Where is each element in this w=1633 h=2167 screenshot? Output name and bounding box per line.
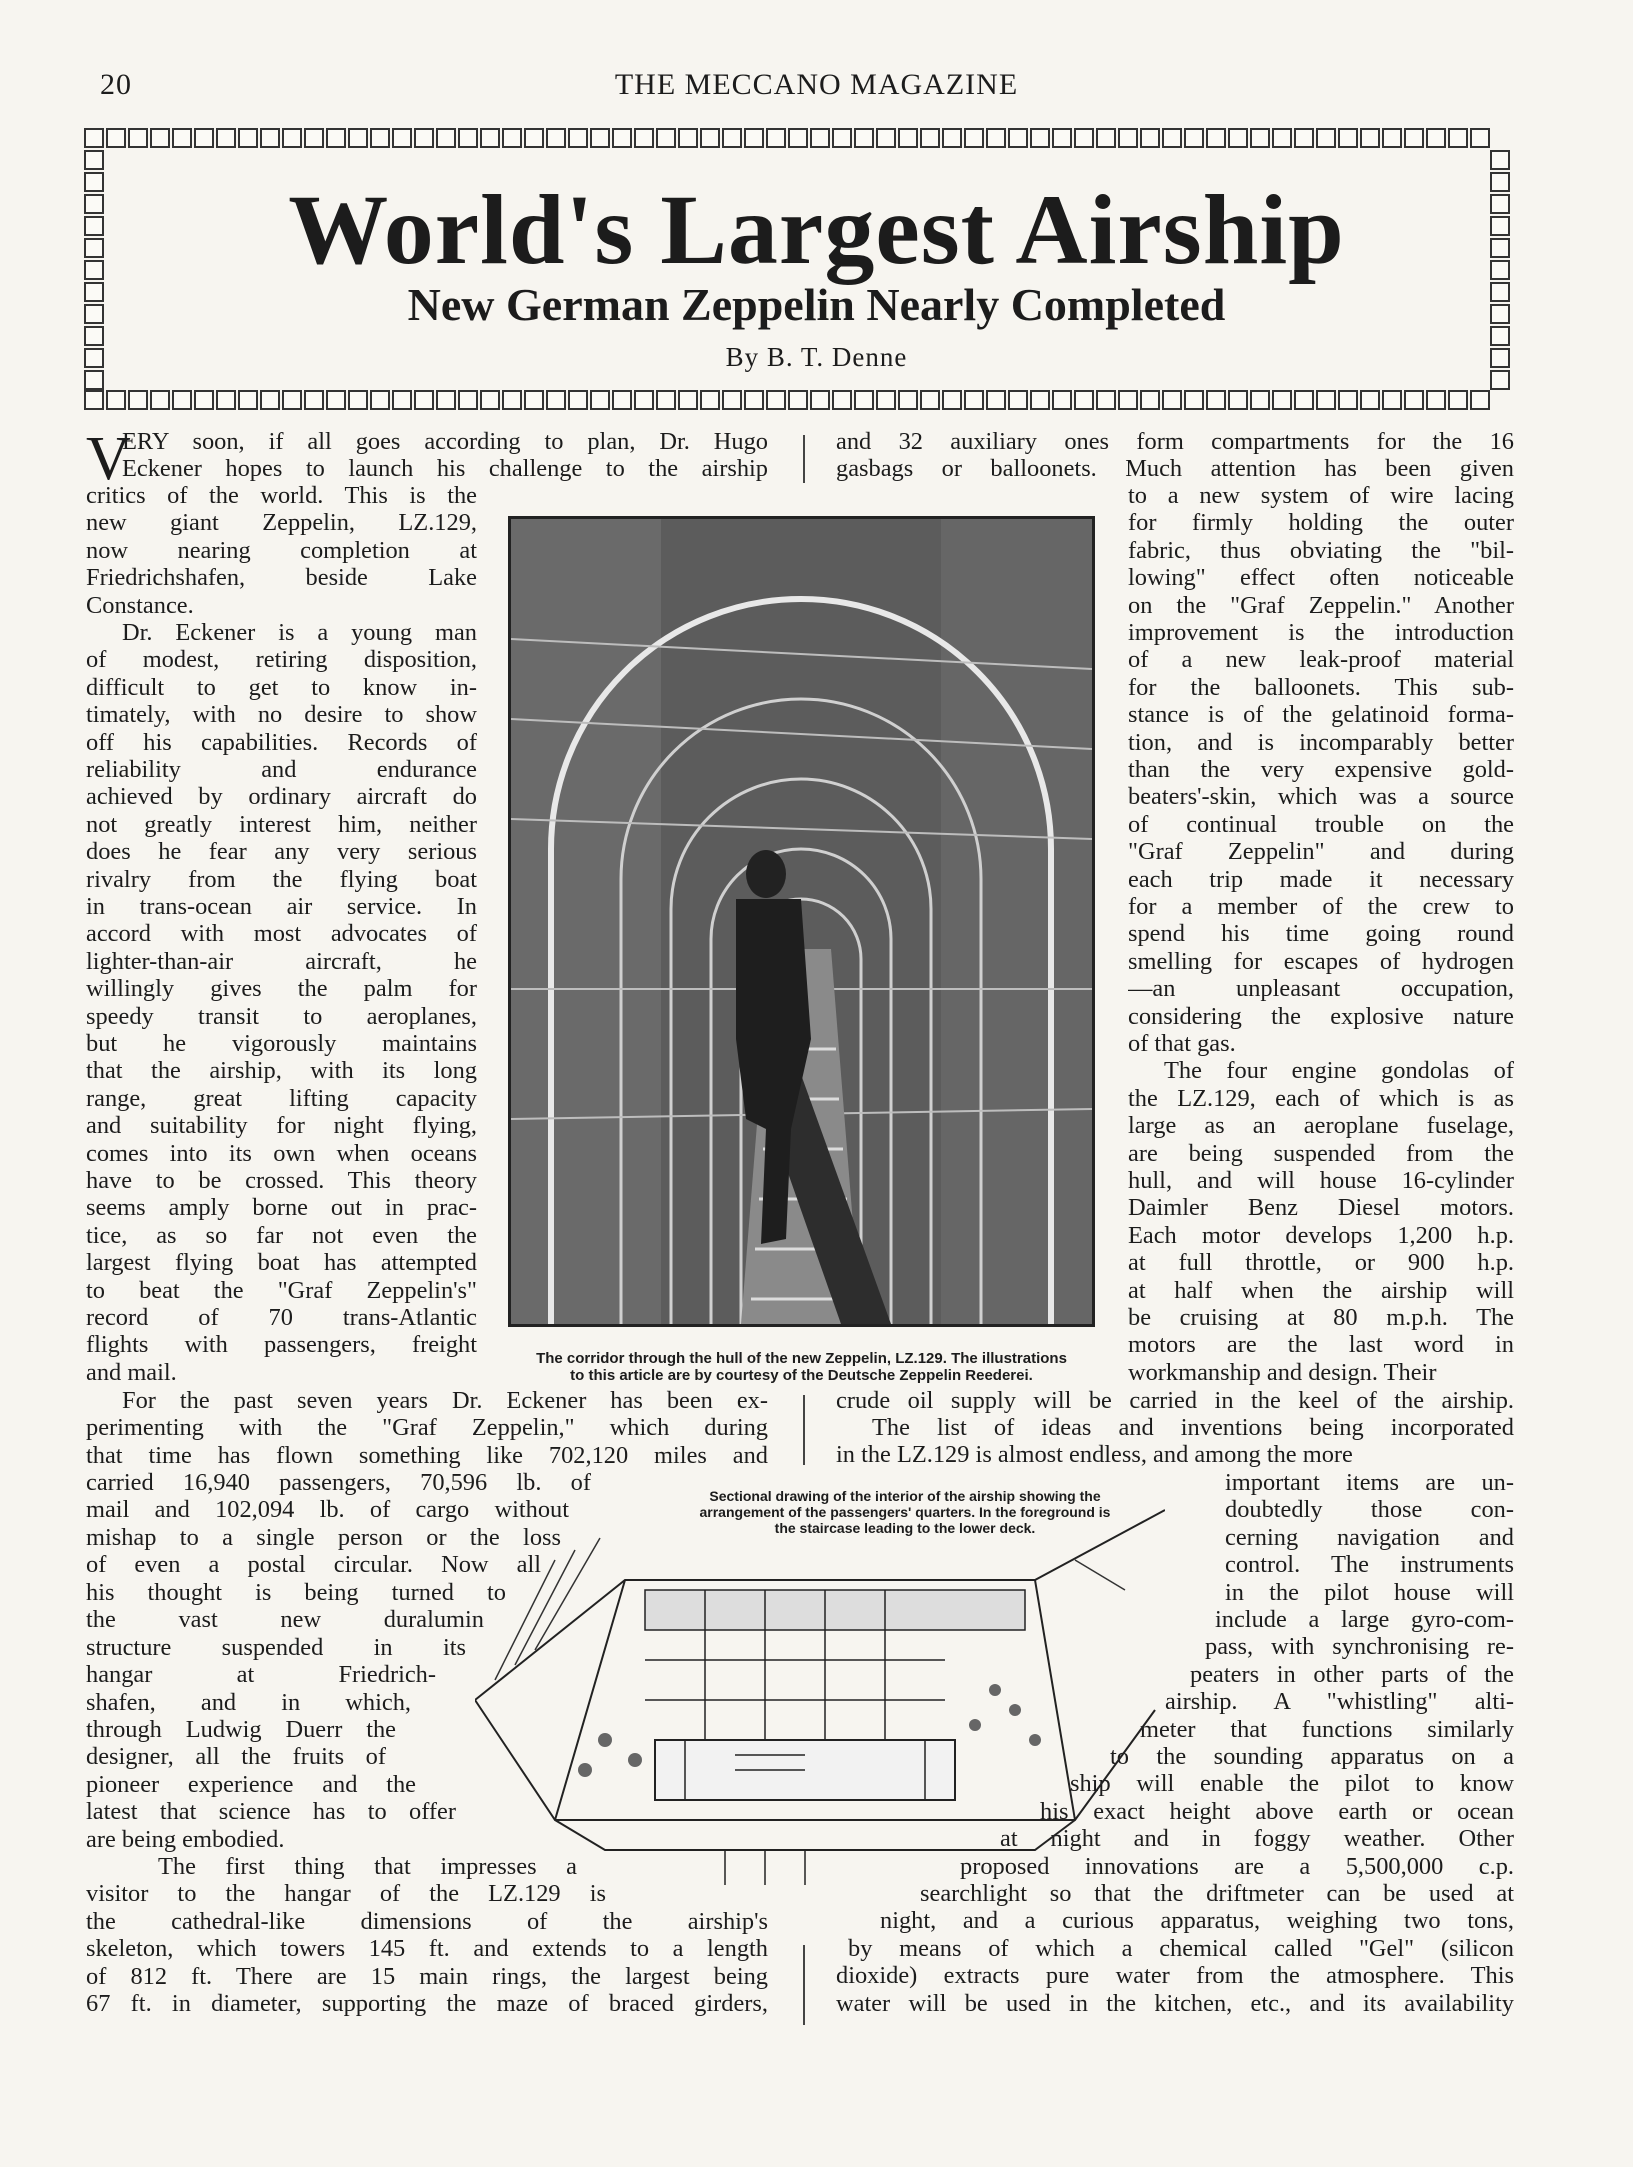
- text-line: and 32 auxiliary ones form compartments for the 16: [836, 428, 1514, 455]
- border-square: [106, 128, 126, 148]
- border-square: [942, 128, 962, 148]
- border-square: [348, 390, 368, 410]
- text-line: tion, and is incomparably better: [1128, 728, 1514, 756]
- border-square: [238, 128, 258, 148]
- border-square: [1294, 390, 1314, 410]
- text-line: Friedrichshafen, beside Lake: [86, 564, 477, 592]
- text-line: at full throttle, or 900 h.p.: [1128, 1249, 1514, 1277]
- text-line: cerning navigation and: [1225, 1523, 1514, 1551]
- border-square: [1272, 390, 1292, 410]
- border-square: [1118, 390, 1138, 410]
- text-line: The first thing that impresses a: [158, 1853, 577, 1880]
- text-line: structure suspended in its: [86, 1633, 466, 1661]
- text-line: that time has flown something like 702,120 miles and: [86, 1441, 768, 1469]
- border-square: [546, 390, 566, 410]
- text-line: reliability and endurance: [86, 756, 477, 783]
- text-line: by means of which a chemical called "Gel" (silicon: [848, 1934, 1514, 1962]
- border-square: [722, 128, 742, 148]
- border-square: [964, 128, 984, 148]
- text-line: hangar at Friedrich-: [86, 1661, 436, 1689]
- drop-cap: V: [86, 425, 131, 493]
- text-line: are being embodied.: [86, 1825, 285, 1853]
- text-line: dioxide) extracts pure water from the atmosphere. This: [836, 1962, 1514, 1990]
- text-line: and mail.: [86, 1358, 177, 1386]
- border-square: [1490, 150, 1510, 170]
- border-square: [788, 128, 808, 148]
- photo-caption-line: The corridor through the hull of the new Zeppelin, LZ.129. The illustrations: [536, 1350, 1067, 1367]
- byline: By B. T. Denne: [725, 342, 908, 372]
- text-line: to the sounding apparatus on a: [1110, 1743, 1514, 1770]
- drawing-caption-line: the staircase leading to the lower deck.: [774, 1520, 1036, 1536]
- subheadline: New German Zeppelin Nearly Completed: [407, 279, 1226, 330]
- text-line: pioneer experience and the: [86, 1770, 416, 1798]
- border-square: [1426, 128, 1446, 148]
- column-rule: [803, 1945, 805, 2025]
- text-line: fabric, thus obviating the "bil-: [1128, 536, 1514, 564]
- border-square: [392, 128, 412, 148]
- border-square: [436, 128, 456, 148]
- photo-caption-line: to this article are by courtesy of the Deutsche Zeppelin Reederei.: [570, 1367, 1033, 1384]
- border-square: [458, 390, 478, 410]
- border-square: [260, 128, 280, 148]
- text-line: "Graf Zeppelin" and during: [1128, 838, 1514, 866]
- border-square: [678, 390, 698, 410]
- border-square: [810, 128, 830, 148]
- border-square: [590, 390, 610, 410]
- border-square: [634, 128, 654, 148]
- border-square: [1448, 390, 1468, 410]
- text-line: hull, and will house 16-cylinder: [1128, 1167, 1514, 1194]
- text-line: mishap to a single person or the loss: [86, 1523, 561, 1551]
- text-line: of modest, retiring disposition,: [86, 646, 477, 674]
- border-square: [84, 150, 104, 170]
- sectional-drawing: [475, 1490, 1165, 1890]
- magazine-title: THE MECCANO MAGAZINE: [614, 68, 1019, 101]
- border-square: [524, 390, 544, 410]
- text-line: for the balloonets. This sub-: [1128, 673, 1514, 701]
- text-line: achieved by ordinary aircraft do: [86, 783, 477, 811]
- text-line: range, great lifting capacity: [86, 1084, 477, 1112]
- drawing-caption-line: arrangement of the passengers' quarters. In the foreground is: [699, 1504, 1111, 1520]
- border-square: [282, 128, 302, 148]
- border-square: [1382, 390, 1402, 410]
- text-line: for firmly holding the outer: [1128, 509, 1514, 537]
- text-line: accord with most advocates of: [86, 920, 477, 948]
- text-line: in the LZ.129 is almost endless, and among the more: [836, 1441, 1353, 1469]
- border-square: [1096, 128, 1116, 148]
- text-line: have to be crossed. This theory: [86, 1167, 477, 1194]
- border-square: [876, 390, 896, 410]
- text-line: each trip made it necessary: [1128, 865, 1514, 893]
- text-line: perimenting with the "Graf Zeppelin," which during: [86, 1414, 768, 1442]
- text-line: record of 70 trans-Atlantic: [86, 1304, 477, 1331]
- text-line: night, and a curious apparatus, weighing two tons,: [880, 1907, 1514, 1935]
- text-line: new giant Zeppelin, LZ.129,: [86, 509, 477, 537]
- border-square: [216, 128, 236, 148]
- border-square: [1184, 390, 1204, 410]
- border-square: [942, 390, 962, 410]
- border-square: [304, 390, 324, 410]
- text-line: carried 16,940 passengers, 70,596 lb. of: [86, 1469, 591, 1496]
- border-square: [568, 390, 588, 410]
- border-square: [1250, 128, 1270, 148]
- border-square: [1030, 128, 1050, 148]
- text-line: meter that functions similarly: [1140, 1715, 1514, 1743]
- border-square: [1470, 390, 1490, 410]
- text-line: tice, as so far not even the: [86, 1221, 477, 1249]
- text-line: off his capabilities. Records of: [86, 728, 477, 756]
- border-square: [744, 390, 764, 410]
- border-square: [1470, 128, 1490, 148]
- border-square: [1228, 128, 1248, 148]
- text-line: improvement is the introduction: [1128, 619, 1514, 646]
- border-square: [128, 390, 148, 410]
- border-square: [458, 128, 478, 148]
- column-rule: [803, 1395, 805, 1465]
- border-square: [1426, 390, 1446, 410]
- text-line: timately, with no desire to show: [86, 701, 477, 729]
- border-square: [1096, 390, 1116, 410]
- border-square: [194, 390, 214, 410]
- border-square: [150, 390, 170, 410]
- text-line: workmanship and design. Their: [1128, 1358, 1437, 1386]
- border-square: [1448, 128, 1468, 148]
- border-square: [1162, 128, 1182, 148]
- text-line: designer, all the fruits of: [86, 1743, 386, 1771]
- border-square: [392, 390, 412, 410]
- border-square: [106, 390, 126, 410]
- text-line: smelling for escapes of hydrogen: [1128, 947, 1514, 975]
- text-line: Constance.: [86, 591, 194, 619]
- border-square: [810, 390, 830, 410]
- border-square: [524, 128, 544, 148]
- border-square: [1008, 390, 1028, 410]
- text-line: but he vigorously maintains: [86, 1030, 477, 1057]
- text-line: Each motor develops 1,200 h.p.: [1128, 1221, 1514, 1249]
- text-line: seems amply borne out in prac-: [86, 1194, 477, 1222]
- text-line: through Ludwig Duerr the: [86, 1716, 396, 1743]
- text-line: Dr. Eckener is a young man: [122, 619, 477, 646]
- border-square: [502, 128, 522, 148]
- border-square: [1360, 390, 1380, 410]
- border-square: [678, 128, 698, 148]
- text-line: For the past seven years Dr. Eckener has been ex-: [122, 1387, 768, 1414]
- text-line: shafen, and in which,: [86, 1688, 411, 1716]
- text-line: his exact height above earth or ocean: [1040, 1797, 1514, 1825]
- text-line: spend his time going round: [1128, 920, 1514, 948]
- border-square: [1118, 128, 1138, 148]
- text-line: of that gas.: [1128, 1030, 1236, 1057]
- text-line: to beat the "Graf Zeppelin's": [86, 1276, 477, 1304]
- border-square: [986, 128, 1006, 148]
- text-line: for a member of the crew to: [1128, 893, 1514, 920]
- text-line: of a new leak-proof material: [1128, 646, 1514, 674]
- border-square: [150, 128, 170, 148]
- text-line: the cathedral-like dimensions of the airship's: [86, 1908, 768, 1935]
- text-line: gasbags or balloonets. Much attention has been given: [836, 455, 1514, 483]
- border-square: [1030, 390, 1050, 410]
- border-square: [194, 128, 214, 148]
- text-line: visitor to the hangar of the LZ.129 is: [86, 1880, 606, 1907]
- text-line: now nearing completion at: [86, 536, 477, 564]
- text-line: his thought is being turned to: [86, 1579, 506, 1606]
- text-line: Daimler Benz Diesel motors.: [1128, 1194, 1514, 1222]
- border-square: [370, 390, 390, 410]
- text-line: doubtedly those con-: [1225, 1496, 1514, 1524]
- text-line: beaters'-skin, which was a source: [1128, 783, 1514, 811]
- text-line: of even a postal circular. Now all: [86, 1551, 541, 1579]
- text-line: of 812 ft. There are 15 main rings, the largest being: [86, 1962, 768, 1990]
- text-line: peaters in other parts of the: [1190, 1660, 1514, 1688]
- border-square: [172, 390, 192, 410]
- border-square: [744, 128, 764, 148]
- border-square: [1294, 128, 1314, 148]
- text-line: lowing" effect often noticeable: [1128, 564, 1514, 592]
- border-square: [370, 128, 390, 148]
- text-line: important items are un-: [1225, 1469, 1514, 1496]
- border-square: [656, 128, 676, 148]
- border-square: [1228, 390, 1248, 410]
- border-square: [480, 128, 500, 148]
- border-square: [876, 128, 896, 148]
- text-line: 67 ft. in diameter, supporting the maze of braced girders,: [86, 1990, 768, 2018]
- border-square: [414, 128, 434, 148]
- border-square: [656, 390, 676, 410]
- text-line: ERY soon, if all goes according to plan, Dr. Hugo: [122, 428, 768, 455]
- border-square: [1074, 390, 1094, 410]
- text-line: large as an aeroplane fuselage,: [1128, 1112, 1514, 1140]
- headline: World's Largest Airship: [288, 174, 1345, 285]
- text-line: The list of ideas and inventions being incorporated: [872, 1414, 1514, 1441]
- border-square: [1206, 128, 1226, 148]
- border-square: [1316, 128, 1336, 148]
- text-line: The four engine gondolas of: [1164, 1057, 1514, 1085]
- border-square: [634, 390, 654, 410]
- border-square: [1316, 390, 1336, 410]
- border-square: [612, 128, 632, 148]
- border-square: [964, 390, 984, 410]
- page-number: 20: [100, 68, 132, 101]
- border-square: [326, 390, 346, 410]
- border-square: [260, 390, 280, 410]
- border-square: [1338, 390, 1358, 410]
- text-line: of continual trouble on the: [1128, 810, 1514, 838]
- border-square: [1382, 128, 1402, 148]
- border-square: [1360, 128, 1380, 148]
- text-line: on the "Graf Zeppelin." Another: [1128, 591, 1514, 619]
- border-square: [216, 390, 236, 410]
- text-line: rivalry from the flying boat: [86, 865, 477, 893]
- text-line: difficult to get to know in-: [86, 673, 477, 701]
- text-line: than the very expensive gold-: [1128, 756, 1514, 783]
- text-line: mail and 102,094 lb. of cargo without: [86, 1496, 569, 1524]
- column-rule: [803, 435, 805, 483]
- text-line: in trans-ocean air service. In: [86, 893, 477, 920]
- border-square: [832, 390, 852, 410]
- text-line: flights with passengers, freight: [86, 1331, 477, 1359]
- text-line: water will be used in the kitchen, etc., and its availability: [836, 1989, 1514, 2017]
- text-line: in the pilot house will: [1225, 1578, 1514, 1606]
- border-square: [436, 390, 456, 410]
- border-square: [1140, 128, 1160, 148]
- text-line: skeleton, which towers 145 ft. and extends to a length: [86, 1935, 768, 1963]
- text-line: airship. A "whistling" alti-: [1165, 1688, 1514, 1716]
- text-line: considering the explosive nature: [1128, 1002, 1514, 1030]
- border-square: [1338, 128, 1358, 148]
- border-square: [766, 128, 786, 148]
- border-square: [898, 128, 918, 148]
- border-square: [1206, 390, 1226, 410]
- border-square: [1272, 128, 1292, 148]
- border-square: [172, 128, 192, 148]
- border-square: [304, 128, 324, 148]
- border-square: [238, 390, 258, 410]
- border-square: [788, 390, 808, 410]
- border-square: [84, 370, 104, 390]
- text-line: willingly gives the palm for: [86, 975, 477, 1003]
- border-square: [590, 128, 610, 148]
- text-line: and suitability for night flying,: [86, 1112, 477, 1140]
- border-square: [84, 128, 104, 148]
- border-square: [1052, 390, 1072, 410]
- text-line: control. The instruments: [1225, 1551, 1514, 1579]
- text-line: Eckener hopes to launch his challenge to the airship: [122, 455, 768, 482]
- border-square: [546, 128, 566, 148]
- text-line: ship will enable the pilot to know: [1070, 1770, 1514, 1798]
- border-square: [480, 390, 500, 410]
- border-square: [282, 390, 302, 410]
- border-square: [1250, 390, 1270, 410]
- border-square: [348, 128, 368, 148]
- text-line: not greatly interest him, neither: [86, 810, 477, 838]
- text-line: the LZ.129, each of which is as: [1128, 1084, 1514, 1112]
- border-square: [700, 390, 720, 410]
- border-square: [84, 390, 104, 410]
- text-line: largest flying boat has attempted: [86, 1249, 477, 1277]
- text-line: include a large gyro-com-: [1215, 1606, 1514, 1633]
- border-square: [722, 390, 742, 410]
- border-square: [700, 128, 720, 148]
- text-line: comes into its own when oceans: [86, 1139, 477, 1167]
- drawing-caption-line: Sectional drawing of the interior of the airship showing the: [709, 1488, 1101, 1504]
- text-line: at half when the airship will: [1128, 1276, 1514, 1304]
- border-square: [920, 128, 940, 148]
- text-line: proposed innovations are a 5,500,000 c.p.: [960, 1852, 1514, 1880]
- text-line: at night and in foggy weather. Other: [1000, 1825, 1514, 1853]
- border-square: [128, 128, 148, 148]
- border-square: [1008, 128, 1028, 148]
- text-line: the vast new duralumin: [86, 1606, 484, 1634]
- photo-caption: [506, 1350, 1097, 1384]
- border-square: [920, 390, 940, 410]
- text-line: speedy transit to aeroplanes,: [86, 1002, 477, 1030]
- text-line: lighter-than-air aircraft, he: [86, 947, 477, 975]
- text-line: that the airship, with its long: [86, 1057, 477, 1085]
- border-square: [568, 128, 588, 148]
- border-square: [1162, 390, 1182, 410]
- corridor-photo: [508, 516, 1095, 1327]
- text-line: —an unpleasant occupation,: [1128, 975, 1514, 1003]
- border-square: [854, 390, 874, 410]
- border-square: [986, 390, 1006, 410]
- border-square: [414, 390, 434, 410]
- text-line: are being suspended from the: [1128, 1139, 1514, 1167]
- border-square: [1140, 390, 1160, 410]
- text-line: [836, 2017, 1514, 2044]
- text-line: latest that science has to offer: [86, 1798, 456, 1826]
- text-line: to a new system of wire lacing: [1128, 482, 1514, 509]
- border-square: [1074, 128, 1094, 148]
- text-line: pass, with synchronising re-: [1205, 1633, 1514, 1661]
- border-square: [898, 390, 918, 410]
- text-line: stance is of the gelatinoid forma-: [1128, 701, 1514, 729]
- text-line: does he fear any very serious: [86, 838, 477, 866]
- text-line: searchlight so that the driftmeter can be used at: [920, 1880, 1514, 1907]
- border-square: [832, 128, 852, 148]
- border-square: [854, 128, 874, 148]
- border-square: [326, 128, 346, 148]
- border-square: [1490, 370, 1510, 390]
- border-square: [1052, 128, 1072, 148]
- text-line: crude oil supply will be carried in the keel of the airship.: [836, 1387, 1514, 1414]
- border-square: [1404, 128, 1424, 148]
- text-line: motors are the last word in: [1128, 1331, 1514, 1359]
- text-line: be cruising at 80 m.p.h. The: [1128, 1304, 1514, 1331]
- border-square: [1184, 128, 1204, 148]
- border-square: [502, 390, 522, 410]
- border-square: [766, 390, 786, 410]
- border-square: [612, 390, 632, 410]
- border-square: [1404, 390, 1424, 410]
- text-line: critics of the world. This is the: [86, 482, 477, 509]
